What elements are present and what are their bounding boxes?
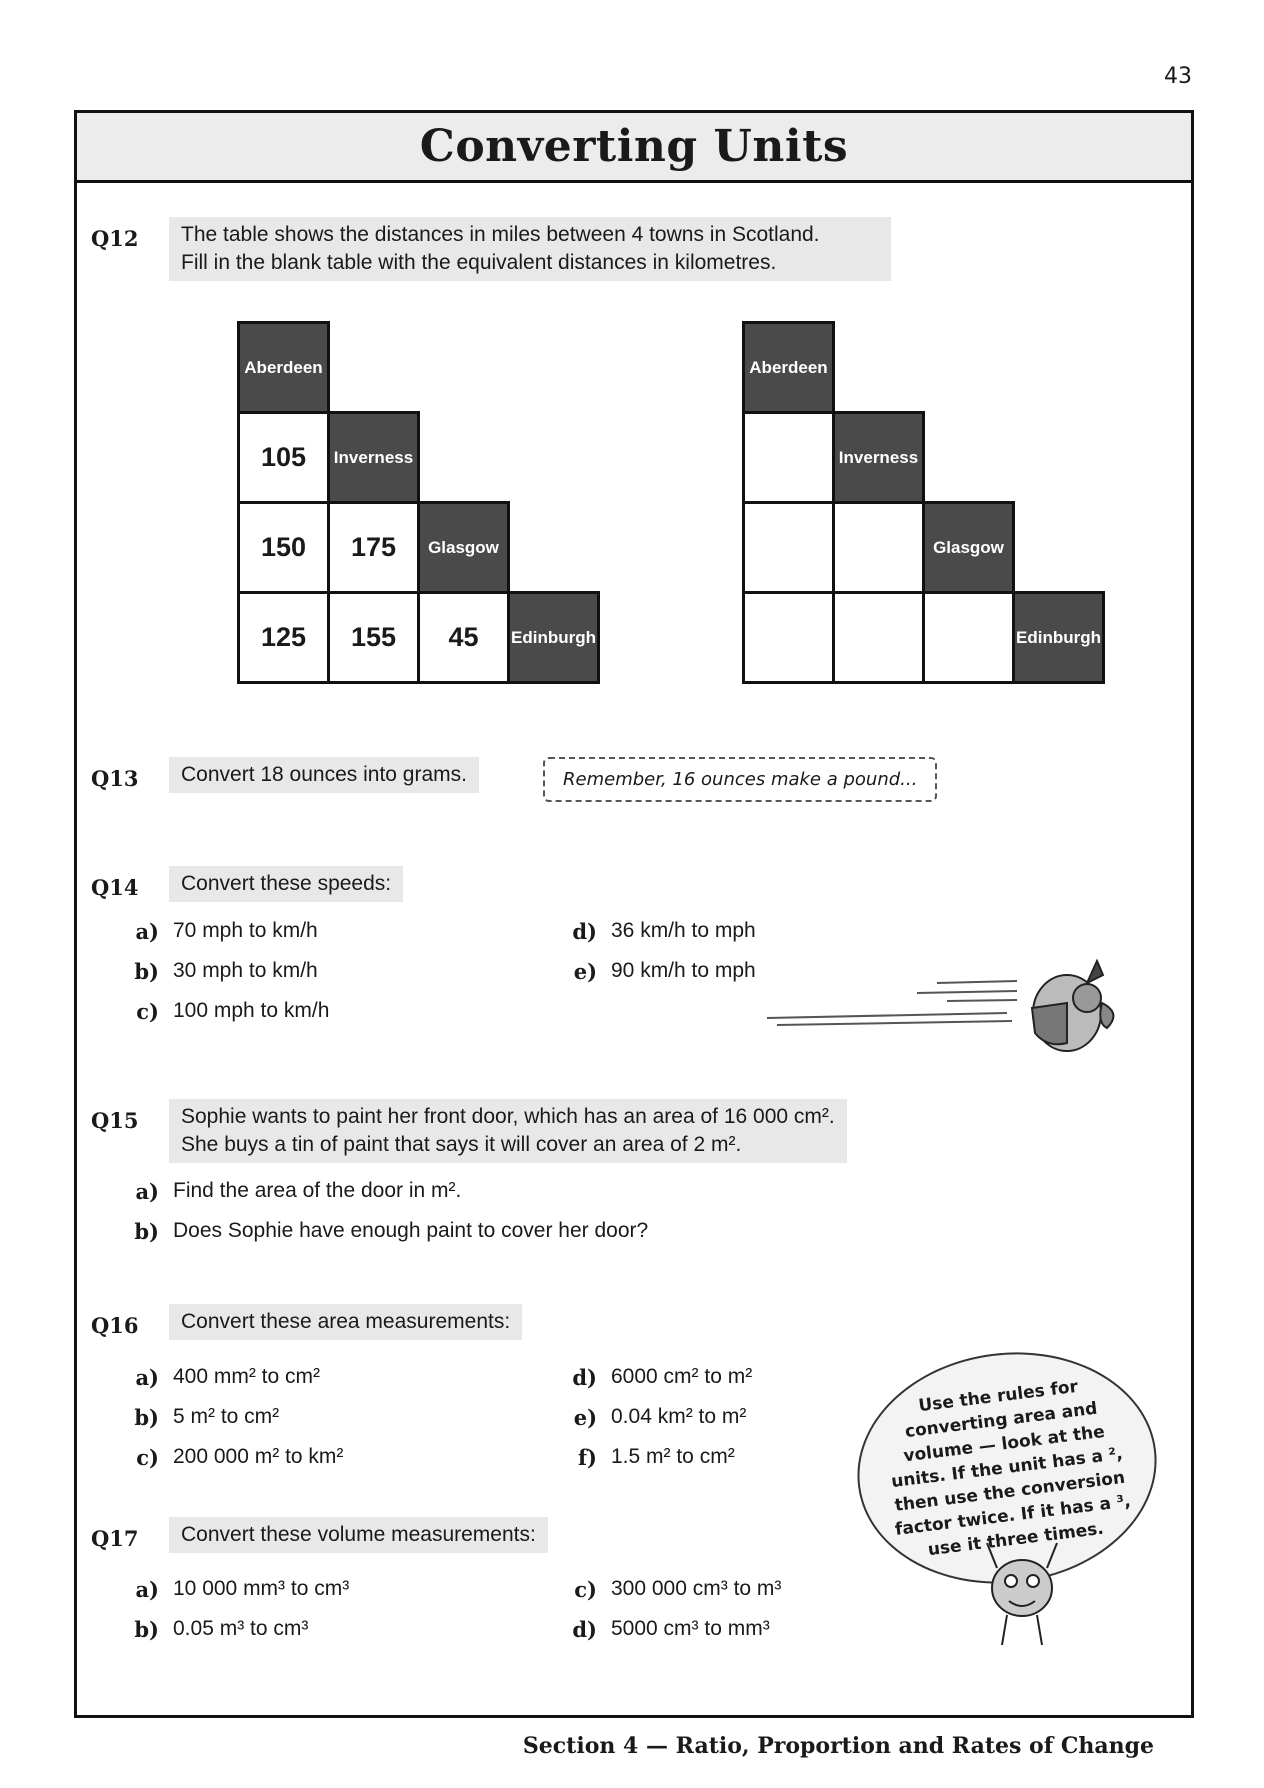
q13-hint: Remember, 16 ounces make a pound... — [543, 757, 937, 802]
part-label: d) — [572, 1617, 597, 1642]
distance-cell: 150 — [237, 501, 330, 594]
distance-cell: 105 — [237, 411, 330, 504]
blank-answer-cell[interactable] — [742, 591, 835, 684]
cartoon-creature-icon — [947, 1533, 1097, 1653]
distance-cell: 175 — [327, 501, 420, 594]
q14-part-b — [133, 959, 318, 984]
part-text: 200 000 m² to km² — [173, 1445, 344, 1468]
part-text: 70 mph to km/h — [173, 919, 318, 942]
part-label: a) — [135, 1577, 159, 1602]
q15-line1: Sophie wants to paint her front door, which has an area of 16 000 cm². — [181, 1105, 835, 1128]
q13-number: Q13 — [91, 766, 139, 791]
q14-number: Q14 — [91, 875, 139, 900]
town-aberdeen: Aberdeen — [742, 321, 835, 414]
part-text: Does Sophie have enough paint to cover her door? — [173, 1219, 649, 1242]
q14-question: Convert these speeds: — [169, 866, 403, 902]
part-text: 90 km/h to mph — [611, 959, 756, 982]
q17-part-b — [133, 1617, 308, 1642]
blank-answer-cell[interactable] — [922, 591, 1015, 684]
blank-answer-cell[interactable] — [832, 591, 925, 684]
part-label: b) — [134, 1219, 159, 1244]
part-text: 30 mph to km/h — [173, 959, 318, 982]
part-text: 0.05 m³ to cm³ — [173, 1617, 309, 1640]
town-glasgow: Glasgow — [417, 501, 510, 594]
part-label: a) — [135, 1179, 159, 1204]
q15-part-b — [133, 1219, 648, 1244]
blank-answer-cell[interactable] — [742, 501, 835, 594]
q15-line2: She buys a tin of paint that says it will cover an area of 2 m². — [181, 1133, 742, 1156]
part-text: 300 000 cm³ to m³ — [611, 1577, 782, 1600]
bubble-text: Use the rules for converting area and volume — look at the units. If the unit has a ², then use the conversion factor twice. If it has a ³, use it three times. — [890, 1376, 1132, 1561]
part-label: c) — [136, 1445, 159, 1470]
blank-answer-cell[interactable] — [742, 411, 835, 504]
worksheet-frame — [74, 110, 1194, 1718]
q14-part-c — [133, 999, 329, 1024]
distance-cell: 125 — [237, 591, 330, 684]
q16-part-b — [133, 1405, 279, 1430]
q12-question — [169, 217, 891, 281]
town-edinburgh: Edinburgh — [1012, 591, 1105, 684]
q13-question: Convert 18 ounces into grams. — [169, 757, 479, 793]
part-label: e) — [573, 1405, 597, 1430]
q17-part-c — [571, 1577, 781, 1602]
part-label: c) — [574, 1577, 597, 1602]
q15-question — [169, 1099, 847, 1163]
q16-question: Convert these area measurements: — [169, 1304, 522, 1340]
part-label: f) — [578, 1445, 597, 1470]
section-footer: Section 4 — Ratio, Proportion and Rates of Change — [522, 1733, 1154, 1759]
q17-question: Convert these volume measurements: — [169, 1517, 548, 1553]
town-glasgow: Glasgow — [922, 501, 1015, 594]
q12-line1: The table shows the distances in miles between 4 towns in Scotland. — [181, 223, 820, 246]
part-label: b) — [134, 1405, 159, 1430]
q16-part-f — [571, 1445, 735, 1470]
q16-part-d — [571, 1365, 752, 1390]
town-aberdeen: Aberdeen — [237, 321, 330, 414]
part-text: 0.04 km² to m² — [611, 1405, 747, 1428]
town-inverness: Inverness — [327, 411, 420, 504]
part-text: 10 000 mm³ to cm³ — [173, 1577, 350, 1600]
part-text: 5000 cm³ to mm³ — [611, 1617, 770, 1640]
q16-part-a — [133, 1365, 320, 1390]
q16-number: Q16 — [91, 1313, 139, 1338]
part-text: 1.5 m² to cm² — [611, 1445, 735, 1468]
q16-part-e — [571, 1405, 746, 1430]
distance-cell: 45 — [417, 591, 510, 684]
q16-part-c — [133, 1445, 343, 1470]
q17-part-d — [571, 1617, 770, 1642]
part-label: b) — [134, 1617, 159, 1642]
part-label: e) — [573, 959, 597, 984]
title-bar — [77, 113, 1191, 183]
q12-line2: Fill in the blank table with the equivalent distances in kilometres. — [181, 251, 777, 274]
part-text: 36 km/h to mph — [611, 919, 756, 942]
q15-number: Q15 — [91, 1108, 139, 1133]
part-text: Find the area of the door in m². — [173, 1179, 462, 1202]
q17-part-a — [133, 1577, 349, 1602]
q14-part-e — [571, 959, 756, 984]
part-label: d) — [572, 919, 597, 944]
town-inverness: Inverness — [832, 411, 925, 504]
blank-answer-cell[interactable] — [832, 501, 925, 594]
q17-number: Q17 — [91, 1526, 139, 1551]
part-label: c) — [136, 999, 159, 1024]
distance-cell: 155 — [327, 591, 420, 684]
q14-part-d — [571, 919, 756, 944]
town-edinburgh: Edinburgh — [507, 591, 600, 684]
part-text: 400 mm² to cm² — [173, 1365, 321, 1388]
page-title: Converting Units — [419, 121, 849, 172]
q14-part-a — [133, 919, 318, 944]
part-label: a) — [135, 1365, 159, 1390]
q15-part-a — [133, 1179, 461, 1204]
q12-number: Q12 — [91, 226, 139, 251]
page-number: 43 — [1164, 64, 1192, 89]
part-label: a) — [135, 919, 159, 944]
part-text: 5 m² to cm² — [173, 1405, 280, 1428]
part-label: b) — [134, 959, 159, 984]
part-text: 6000 cm² to m² — [611, 1365, 753, 1388]
part-label: d) — [572, 1365, 597, 1390]
speeding-knight-illustration — [767, 953, 1187, 1093]
part-text: 100 mph to km/h — [173, 999, 330, 1022]
